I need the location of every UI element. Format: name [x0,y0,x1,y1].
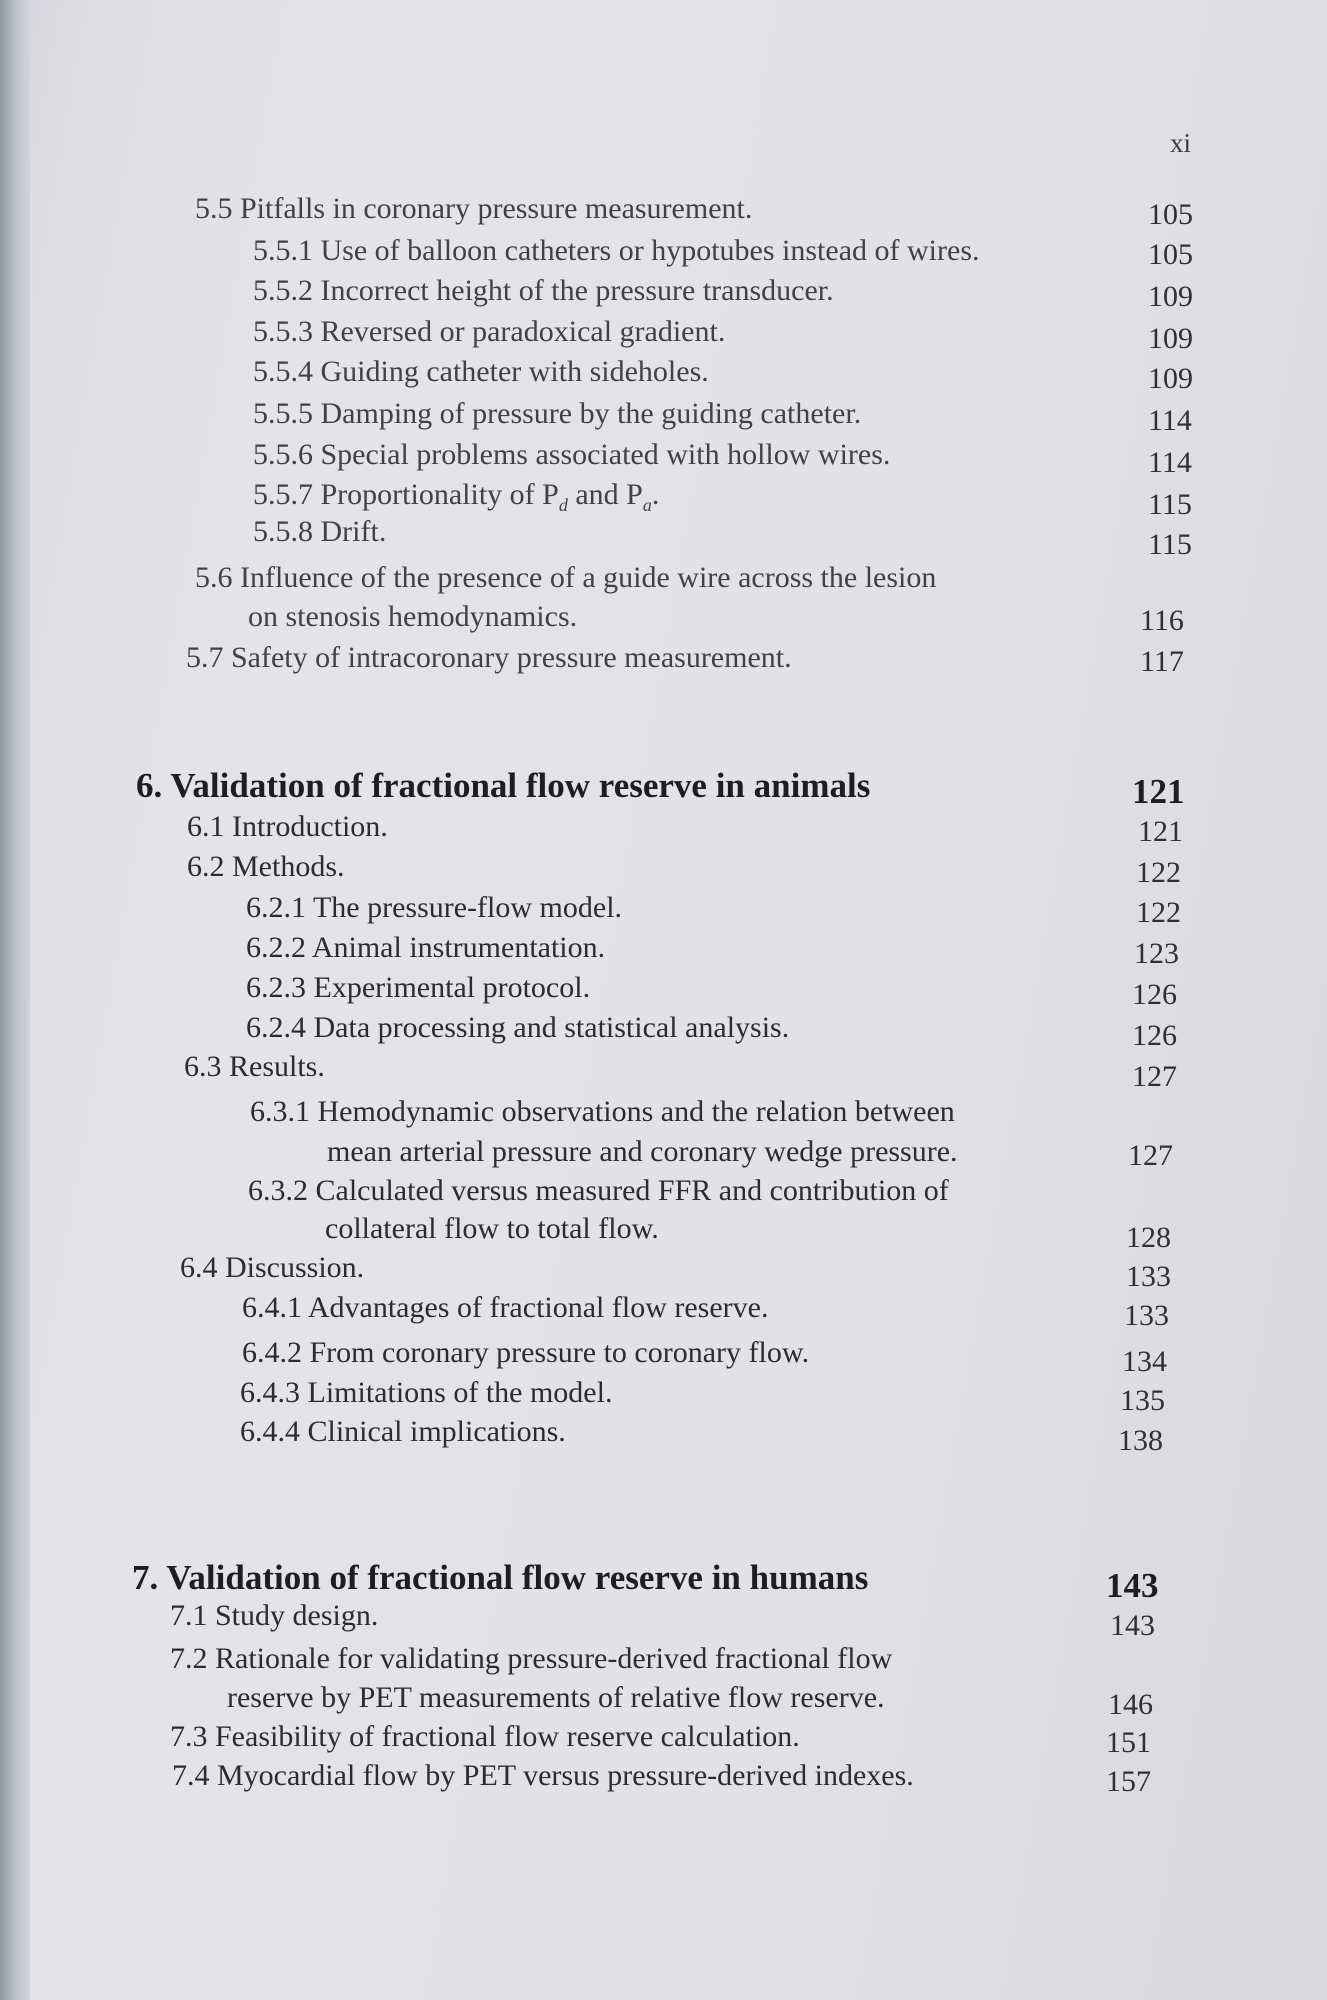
toc-entry-6-3-2-cont: collateral flow to total flow. [325,1212,659,1245]
toc-entry-6-4-3: 6.4.3 Limitations of the model. [240,1376,613,1409]
toc-page-5-5: 105 [1148,198,1193,231]
toc-entry-7-4: 7.4 Myocardial flow by PET versus pressure-derived indexes. [172,1759,914,1792]
page-spine-shadow [0,0,30,2000]
toc-page-7-2: 146 [1108,1688,1153,1721]
toc-page-5-5-1: 105 [1148,238,1193,271]
toc-page-6-2-1: 122 [1136,896,1181,929]
toc-entry-5-5-1: 5.5.1 Use of balloon catheters or hypotubes instead of wires. [253,234,980,267]
toc-entry-5-7: 5.7 Safety of intracoronary pressure measurement. [186,641,792,674]
toc-page-6-2: 122 [1136,856,1181,889]
toc-page-5-7: 117 [1140,645,1184,678]
toc-entry-7-2: 7.2 Rationale for validating pressure-derived fractional flow [170,1642,893,1675]
toc-entry-6-4-1: 6.4.1 Advantages of fractional flow reserve. [242,1291,769,1324]
toc-page-6-1: 121 [1138,815,1183,848]
toc-entry-6-4: 6.4 Discussion. [180,1251,365,1284]
toc-entry-5-5-7-mid: and P [567,478,643,511]
toc-page-6-4-2: 134 [1122,1345,1167,1378]
chapter-7-page: 143 [1106,1566,1159,1605]
toc-page-6-2-2: 123 [1134,937,1179,970]
toc-entry-7-3: 7.3 Feasibility of fractional flow reserve calculation. [170,1720,800,1753]
toc-page-5-5-5: 114 [1148,404,1192,437]
toc-page-5-5-2: 109 [1148,280,1193,313]
toc-entry-6-3: 6.3 Results. [184,1050,325,1083]
toc-page-6-4-1: 133 [1124,1299,1169,1332]
toc-entry-5-5-5: 5.5.5 Damping of pressure by the guiding catheter. [253,397,862,430]
toc-entry-5-5-4: 5.5.4 Guiding catheter with sideholes. [253,355,709,388]
toc-entry-6-3-2: 6.3.2 Calculated versus measured FFR and contribution of [248,1174,949,1207]
toc-page-6-4-4: 138 [1118,1424,1163,1457]
subscript-a: a [642,495,652,515]
toc-entry-5-5-2: 5.5.2 Incorrect height of the pressure transducer. [253,274,834,307]
toc-entry-6-4-2: 6.4.2 From coronary pressure to coronary flow. [242,1336,810,1369]
toc-page-6-4: 133 [1126,1260,1171,1293]
toc-entry-6-3-1-cont: mean arterial pressure and coronary wedge pressure. [327,1135,958,1168]
toc-page-6-2-4: 126 [1132,1019,1177,1052]
toc-entry-7-2-cont: reserve by PET measurements of relative flow reserve. [227,1681,885,1714]
toc-entry-6-2: 6.2 Methods. [187,850,345,883]
toc-page-6-3-1: 127 [1128,1139,1173,1172]
toc-page-6-3: 127 [1132,1060,1177,1093]
toc-page-6-4-3: 135 [1120,1384,1165,1417]
toc-entry-6-4-4: 6.4.4 Clinical implications. [240,1415,566,1448]
toc-entry-5-5: 5.5 Pitfalls in coronary pressure measurement. [195,192,753,225]
toc-entry-6-1: 6.1 Introduction. [187,810,388,843]
toc-page-7-3: 151 [1106,1726,1151,1759]
toc-page-5-5-3: 109 [1148,322,1193,355]
toc-entry-6-2-3: 6.2.3 Experimental protocol. [246,971,591,1004]
toc-page-5-5-8: 115 [1148,528,1192,561]
toc-page-5-5-7: 115 [1148,488,1192,521]
page-number: xi [1170,128,1192,158]
toc-entry-6-3-1: 6.3.1 Hemodynamic observations and the relation between [250,1095,955,1128]
toc-page-5-6: 116 [1140,604,1184,637]
subscript-d: d [558,495,568,515]
toc-page-5-5-4: 109 [1148,362,1193,395]
toc-page-7-1: 143 [1110,1609,1155,1642]
toc-entry-5-5-7-prefix: 5.5.7 Proportionality of P [253,478,559,511]
toc-entry-6-2-4: 6.2.4 Data processing and statistical analysis. [246,1011,790,1044]
chapter-6-page: 121 [1132,772,1185,811]
toc-entry-5-5-6: 5.5.6 Special problems associated with hollow wires. [253,438,891,471]
toc-entry-6-2-1: 6.2.1 The pressure-flow model. [246,891,623,924]
toc-entry-5-6-cont: on stenosis hemodynamics. [248,600,578,633]
toc-page-5-5-6: 114 [1148,446,1192,479]
toc-entry-5-6: 5.6 Influence of the presence of a guide wire across the lesion [195,561,937,594]
chapter-6-title: 6. Validation of fractional flow reserve in animals [136,766,871,805]
toc-entry-6-2-2: 6.2.2 Animal instrumentation. [246,931,606,964]
toc-entry-5-5-7 [253,478,660,515]
toc-entry-5-5-3: 5.5.3 Reversed or paradoxical gradient. [253,315,726,348]
toc-entry-7-1: 7.1 Study design. [170,1599,379,1632]
toc-page-6-3-2: 128 [1126,1221,1171,1254]
toc-page-6-2-3: 126 [1132,978,1177,1011]
toc-page-7-4: 157 [1106,1765,1151,1798]
toc-entry-5-5-8: 5.5.8 Drift. [253,515,387,548]
chapter-7-title: 7. Validation of fractional flow reserve in humans [132,1558,869,1597]
toc-entry-5-5-7-suffix: . [651,478,660,511]
